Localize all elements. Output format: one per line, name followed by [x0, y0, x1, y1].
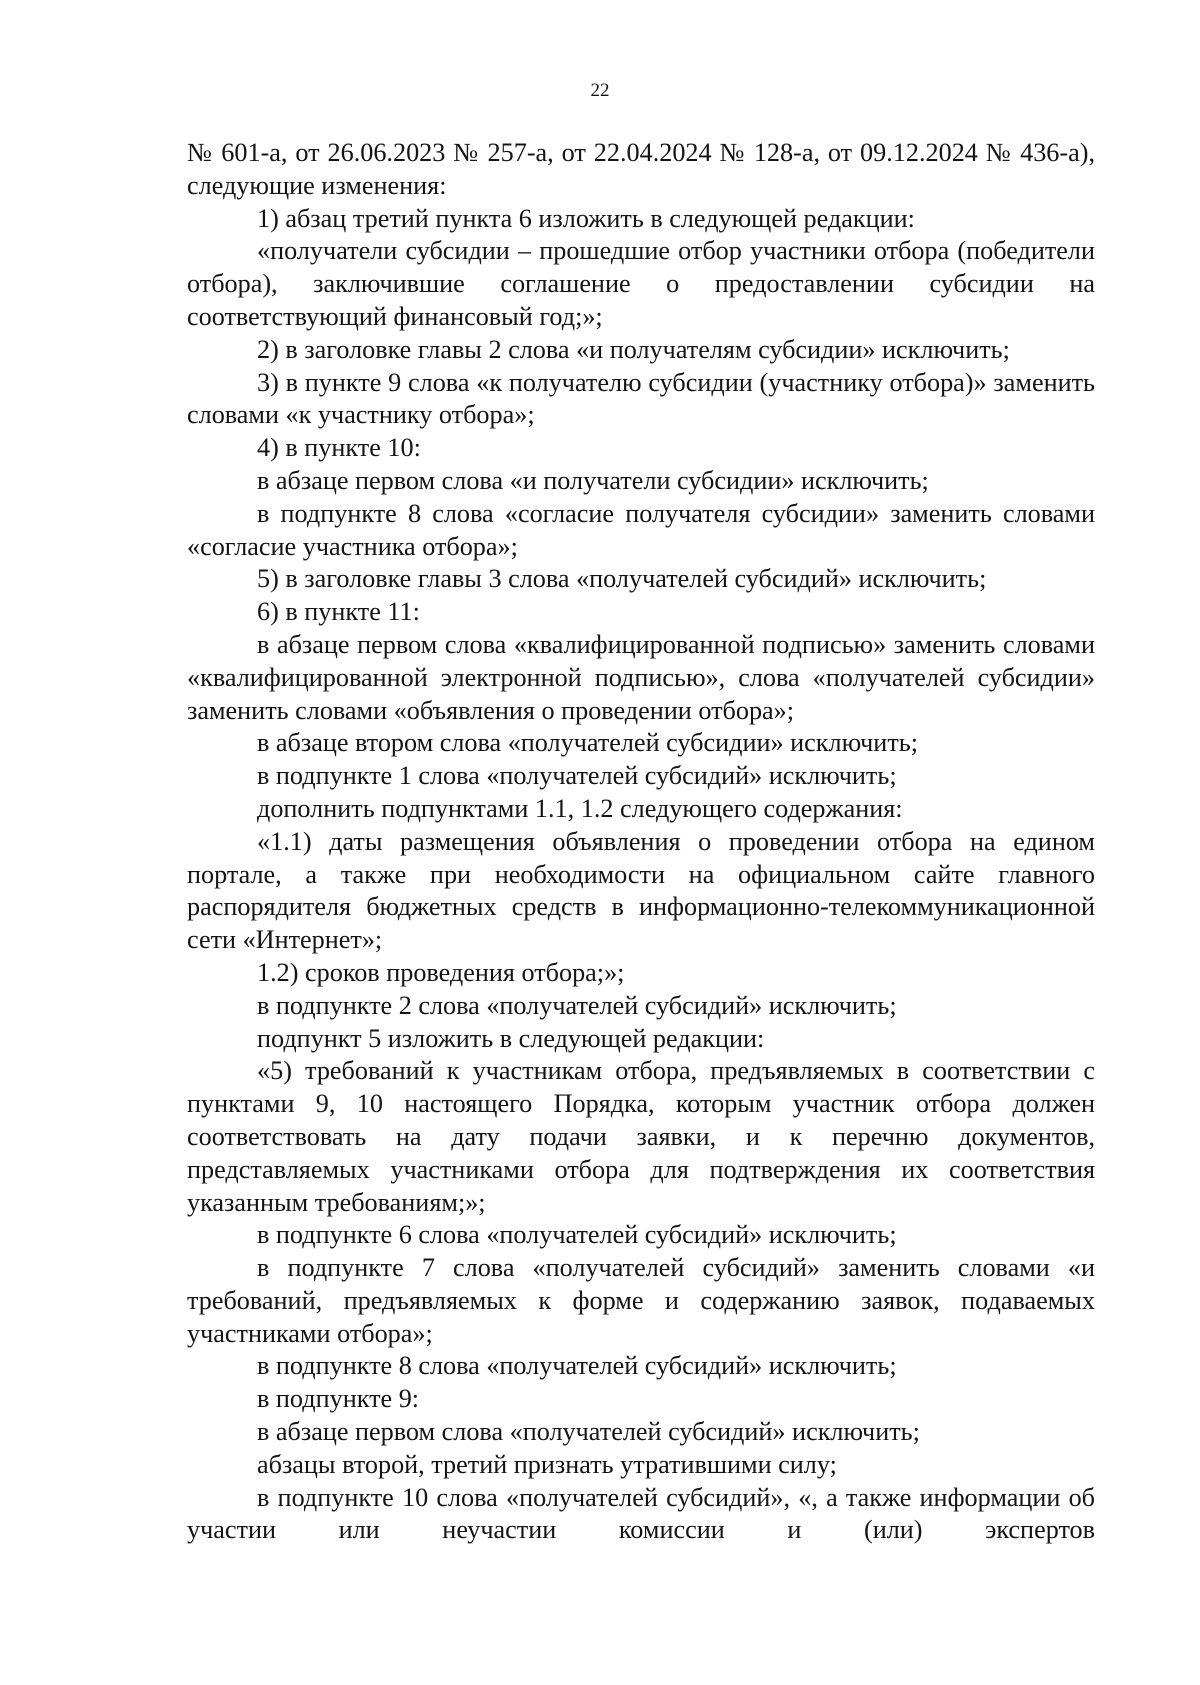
paragraph: в подпункте 1 слова «получателей субсидий» исключить; — [257, 761, 897, 791]
page-number: 22 — [590, 80, 610, 101]
paragraph: в подпункте 9: — [257, 1384, 420, 1414]
paragraph: 1.2) сроков проведения отбора;»; — [257, 957, 625, 987]
paragraph: абзацы второй, третий признать утратившими силу; — [257, 1449, 837, 1479]
paragraph: в подпункте 7 слова «получателей субсидий» заменить словами «и требований, предъявляемых к форме и содержанию заявок, подаваемых участниками отбора»; — [187, 1253, 1095, 1348]
paragraph: в абзаце первом слова «получателей субсидий» исключить; — [257, 1417, 920, 1447]
paragraph: «получатели субсидии – прошедшие отбор участники отбора (победители отбора), заключившие соглашение о предоставлении субсидии на соответствующий финансовый год;»; — [187, 236, 1095, 331]
paragraph: «5) требований к участникам отбора, предъявляемых в соответствии с пунктами 9, 10 настоящего Порядка, которым участник отбора должен соответствовать на дату подачи заявки, и к перечню документов, представляемых участниками отбора для подтверждения их соответствия указанным требованиям;»; — [187, 1056, 1095, 1217]
paragraph: 6) в пункте 11: — [257, 597, 420, 627]
paragraph: дополнить подпунктами 1.1, 1.2 следующего содержания: — [257, 793, 903, 823]
paragraph: 5) в заголовке главы 3 слова «получателей субсидий» исключить; — [257, 564, 987, 594]
paragraph: в абзаце первом слова «квалифицированной подписью» заменить словами «квалифицированной электронной подписью», слова «получателей субсидии» заменить словами «объявления о проведении отбора»; — [187, 629, 1095, 725]
paragraph: в абзаце втором слова «получателей субсидии» исключить; — [257, 728, 918, 758]
paragraph: в подпункте 2 слова «получателей субсидий» исключить; — [257, 990, 897, 1020]
paragraph: 3) в пункте 9 слова «к получателю субсидии (участнику отбора)» заменить словами «к участнику отбора»; — [187, 367, 1095, 430]
paragraph: в подпункте 6 слова «получателей субсидий» исключить; — [257, 1220, 897, 1250]
paragraph: 2) в заголовке главы 2 слова «и получателям субсидии» исключить; — [257, 334, 1010, 364]
paragraph: № 601-а, от 26.06.2023 № 257-а, от 22.04.2024 № 128-а, от 09.12.2024 № 436-а), следующие изменения: — [187, 138, 1095, 200]
paragraph: в подпункте 8 слова «получателей субсидий» исключить; — [257, 1351, 897, 1381]
paragraph: в подпункте 8 слова «согласие получателя субсидии» заменить словами «согласие участника отбора»; — [187, 498, 1095, 561]
paragraph: подпункт 5 изложить в следующей редакции: — [257, 1023, 765, 1053]
paragraph: в абзаце первом слова «и получатели субсидии» исключить; — [257, 465, 929, 495]
paragraph: 4) в пункте 10: — [257, 433, 421, 463]
paragraph: в подпункте 10 слова «получателей субсидий», «, а также информации об участии или неучастии комиссии и (или) экспертов — [187, 1482, 1095, 1545]
document-body — [187, 137, 1095, 1547]
paragraph: «1.1) даты размещения объявления о проведении отбора на едином портале, а также при необходимости на официальном сайте главного распорядителя бюджетных средств в информационно-телекоммуникационной сети «Интернет»; — [187, 826, 1095, 955]
paragraph: 1) абзац третий пункта 6 изложить в следующей редакции: — [257, 203, 915, 233]
